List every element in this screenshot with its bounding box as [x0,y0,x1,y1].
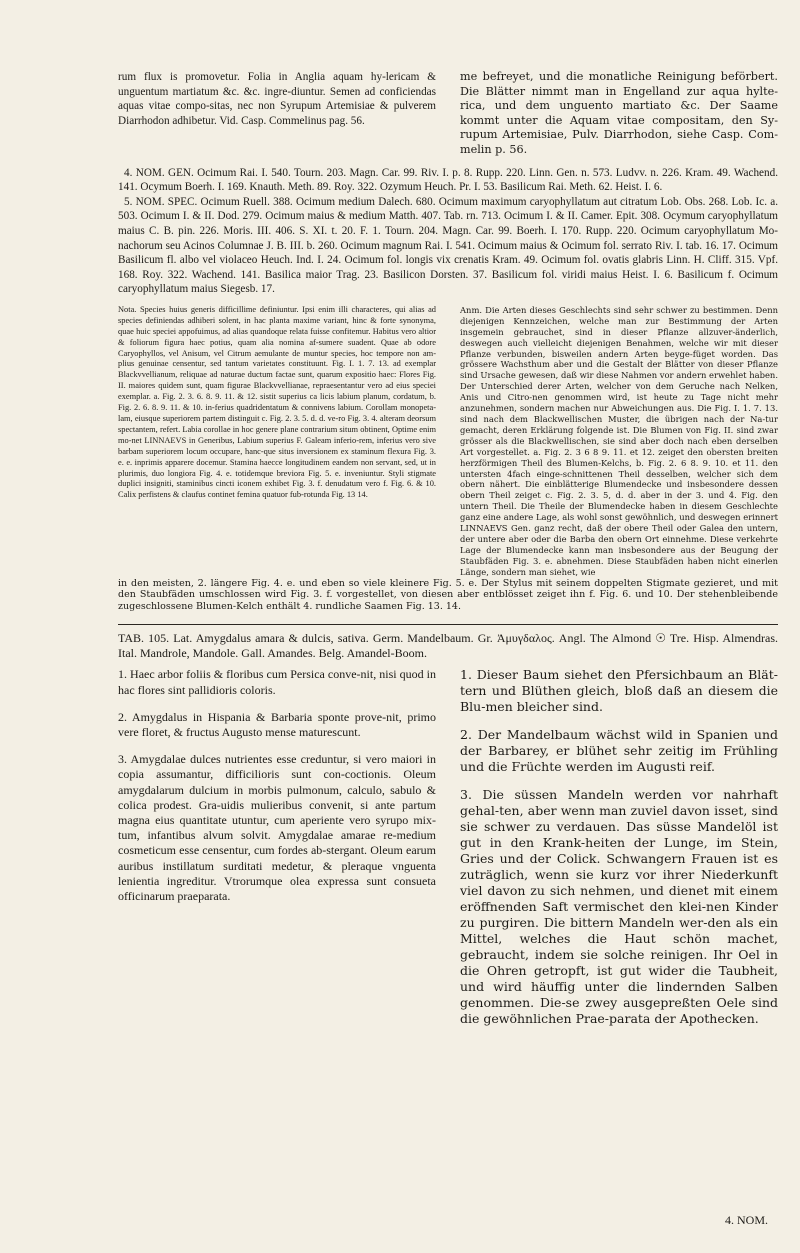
german-continuation: me befreyet, und die monatliche Reinigung beförbert. Die Blätter nimmt man in Engelland zur aqua hylte-rica, und dem unguento martiato &c. Der Saame kommt unter die Aquam vitae compositam, den Sy-rupum Artemisiae, Pulv. Diarrhodon, siehe Casp. Com-melin p. 56. [460,70,778,156]
latin-column [118,667,436,1039]
book-page [118,70,778,1230]
german-paragraph: 1. Dieser Baum siehet den Pfersichbaum an Blät-tern und Blüthen gleich, bloß daß an diesem die Blu-men bleicher sind. [460,667,778,715]
latin-paragraph: 3. Amygdalae dulces nutrientes esse creduntur, si vero maiori in copia assumantur, difficilioris sunt con-coctionis. Oleum amygdalarum dulcium in morbis pulmonum, calculo, sabulo & colica prodest. Gra-uidis mulieribus convenit, si ante partum magna eius quantitate utuntur, cum aperiente vero syrupo mix-tum, infantibus alvum solvit. Amygdalae amarae re-medium cosmeticum esse censentur, cum fordes ab-stergant. Oleum earum auribus instillatum surditati medetur, & pleraque vnguenta lenientia ingreditur. Vtrorumque olea expressa sunt consueta officinarum praeparata. [118,752,436,903]
plate-text-section [118,667,778,1039]
notes-section [118,305,778,578]
german-note-tail: in den meisten, 2. längere Fig. 4. e. und eben so viele kleinere Fig. 5. e. Der Stylus mit seinem doppelten Stigmate gezieret, und mit den Staubfäden umschlossen wird Fig. 3. f. vorgestellet, von diesen aber entblösset zeiget ihn f. Fig. 6. und 10. Der stehenbleibende zugeschlossene Blumen-Kelch enthält 4. rundliche Saamen Fig. 13. 14. [118,577,778,612]
catchword: 4. NOM. [724,1213,768,1227]
latin-note: Nota. Species huius generis difficillime definiuntur. Ipsi enim illi characteres, qui alias ad species definiendas adhiberi solent, in hac planta maxime variant, hinc & forte synonyma, quae huic speciei appofuimus, ad alias quandoque relata fuisse confitemur. Habitus vero altior & foliorum figura haec potius, quam alia nomina af-sumere suadent. Quae ab odore Caryophyllos, vel Anisum, vel Citrum aemulante de muntur species, hoc tempore non am-plius genuinae censentur, sed tantum varietates constituunt. Fig. I. 1. 7. 13. ad exemplar Blackvvellianum, reliquae ad naturae ductum factae sunt, quarum expositio haec: Flores Fig. II. maiores quidem sunt, quam figurae Blackvvellianae, repraesentantur vero ad eius speciei exemplar. a. Fig. 2. 3. 6. 8. 9. 11. & 12. sistit superius ca licis labium planum, cordatum, b. Fig. 2. 6. 8. 9. 11. & 10. in-ferius quadridentatum & connivens labium. Corollam monopeta-lam, eiusque superiorem partem distinguit c. Fig. 2. 3. 5. d. d. ve-ro Fig. 3. 4. alteram deorsum spectantem, refert. Labia corollae in hoc genere plane contrarium situm obtinent, Optime enim mo-net LINNAEVS in Generibus, Labium superius F. Galeam inferio-rem, inferius vero sive barbam superiorem locum occupare, hanc-que situs inversionem ex staminum flexura Fig. 3. e. e. inprimis apparere docemur. Stamina haecce longitudinem eandem non servant, sed, ut in plurimis, duo longiora Fig. 4. e. totidemque breviora Fig. 5. e. inveniuntur. Styli stigmate duplici insigniti, staminibus cincti iconem exhibet Fig. 3. f. denudatum vero f. Fig. 6. & 10. Calix perfistens & claufus continet femina quatuor fub-rotunda Fig. 13 14. [118,304,436,500]
species-nomenclature: 5. NOM. SPEC. Ocimum Ruell. 388. Ocimum medium Dalech. 680. Ocimum maximum caryophyllatum aut citratum Lob. Obs. 268. Lob. Ic. a. 503. Ocimum I. & II. Dod. 279. Ocimum maius & medium Matth. 407. Tab. rn. 713. Ocimum I. & II. Camer. Epit. 308. Ocymum caryophyllatum maius C. B. pin. 226. Moris. III. 406. S. XI. t. 20. F. 1. Tourn. 204. Magn. Car. 99. Boerh. I. 170. Rupp. 220. Ocimum caryophyllatum Mo-nachorum seu Acinos Columnae J. B. III. b. 260. Ocimum magnum Rai. I. 541. Ocimum maius & Ocimum fol. serrato Riv. I. tab. 16. 17. Ocimum Basilicum fl. albo vel violaceo Heuch. Ind. I. 24. Ocimum fol. longis vix crenatis Kram. 49. Ocimum fol. ovatis glabris Linn. H. Cliff. 315. Vpf. 168. Roy. 322. Wachend. 141. Basilica maior Trag. 23. Basilicon Dorsten. 37. Basilicum fol. viridi maius Heist. I. 6. Basilicum f. Ocimum caryophyllatum maius Siegesb. 17. [118,195,778,296]
german-paragraph: 2. Der Mandelbaum wächst wild in Spanien und der Barbarey, er blühet sehr zeitig im Frühling und die Früchte werden im Augusti reif. [460,727,778,775]
german-paragraph: 3. Die süssen Mandeln werden vor nahrhaft gehal-ten, aber wenn man zuviel davon isset, sind sie schwer zu verdauen. Das süsse Mandelöl ist gut in den Krank-heiten der Lunge, im Stein, Gries und der Colick. Schwangern Frauen ist es zuträglich, wenn sie kurz vor ihrer Niederkunft viel davon zu sich nehmen, und dienet mit einem eröffnenden Saft vermischet den klei-nen Kinder zu purgiren. Die bittern Mandeln wer-den als ein Mittel, welches die Haut schön machet, gebraucht, indem sie solche reinigen. Ihr Oel in die Ohren getropft, ist gut wider die Taubheit, und wird häuffig unter die lindernden Salben genommen. Die-se zwey ausgepreßten Oele sind die gewöhnlichen Prae-parata der Apothecken. [460,787,778,1027]
plate-title: TAB. 105. Lat. Amygdalus amara & dulcis, sativa. Germ. Mandelbaum. Gr. Ἀμυγδαλος. Angl. The Almond ☉ Tre. Hisp. Almendras. Ital. Mandrole, Mandole. Gall. Amandes. Belg. Amandel-Boom. [118,631,778,661]
nomenclature-section [118,166,778,297]
german-column [460,667,778,1039]
section-divider [118,624,778,625]
continuation-section [118,70,778,158]
genus-nomenclature: 4. NOM. GEN. Ocimum Rai. I. 540. Tourn. 203. Magn. Car. 99. Riv. I. p. 8. Rupp. 220. Linn. Gen. n. 573. Ludvv. n. 226. Kram. 49. Wachend. 141. Ocymum Boerh. I. 169. Knauth. Meth. 89. Roy. 322. Ozymum Heuch. Pr. I. 53. Basilicum Rai. Meth. 62. Heist. I. 6. [118,166,778,194]
latin-paragraph: 2. Amygdalus in Hispania & Barbaria sponte prove-nit, primo vere floret, & fructus Augusto mense maturescunt. [118,709,436,739]
latin-continuation: rum flux is promovetur. Folia in Anglia aquam hy-lericam & unguentum martiatum &c. &c. ingre-diuntur. Semen ad conficiendas aquas vitae compo-sitas, nec non Syrupum Artemisiae & pulverem Diarrhodon adhibetur. Vid. Casp. Commelinus pag. 56. [118,71,436,127]
german-note: Anm. Die Arten dieses Geschlechts sind sehr schwer zu bestimmen. Denn diejenigen Kennzeichen, welche man zur Bestimmung der Arten insgemein gebrauchet, sind in dieser Pflanze allzuver-änderlich, deswegen auch vielleicht diejenigen Benahmen, welche wir mit dieser Pflanze verbunden, bisweilen andern Arten beyge-füget worden. Das grössere Wachsthum aber und die Gestalt der Blätter von dieser Pflanze sind Ursache gewesen, daß wir diese Nahmen vor andern erwehlet haben. Der Unterschied derer Arten, welcher von dem Geruche nach Nelken, Anis und Citro-nen genommen wird, ist heute zu Tage nicht mehr anzunehmen, sondern machen nur Abweichungen aus. Die Fig. I. 1. 7. 13. sind nach dem Blackwellischen Muster, die übrigen nach der Na-tur gemacht, deren Erklärung folgende ist. Die Blumen von Fig. II. sind zwar grösser als die Blackwellischen, sie sind aber doch nach eben derselben Art vorgestellet. a. Fig. 2. 3 6 8 9. 11. et 12. zeiget den obersten breiten herzförmigen Theil des Blumen-Kelchs, b. Fig. 2. 6 8. 9. 10. et 11. den untersten 4fach einge-schnittenen Theil desselben, welcher sich dem obern nähert. Die einblätterige Blumendecke und insbesondere dessen obern Theil zeiget c. Fig. 2. 3. 5, d. d. aber in der 3. und 4. Fig. den untern Theil. Die Theile der Blumendecke haben in diesem Geschlechte ganz eine andere Lage, als wohl sonst gewöhnlich, und deswegen erinnert LINNAEVS Gen. ganz recht, daß der obere Theil oder Galea den untern, der untere aber oder die Barba den obern Ort einnehme. Diese verkehrte Lage der Blumendecke kann man insbesondere aus der Beugung der Staubfäden Fig. 3. e. abnehmen. Diese Staubfäden haben nicht einerlen Länge, sondern man siehet, wie [460,304,778,577]
latin-paragraph: 1. Haec arbor foliis & floribus cum Persica conve-nit, nisi quod in hac flores sint pallidioris coloris. [118,667,436,697]
